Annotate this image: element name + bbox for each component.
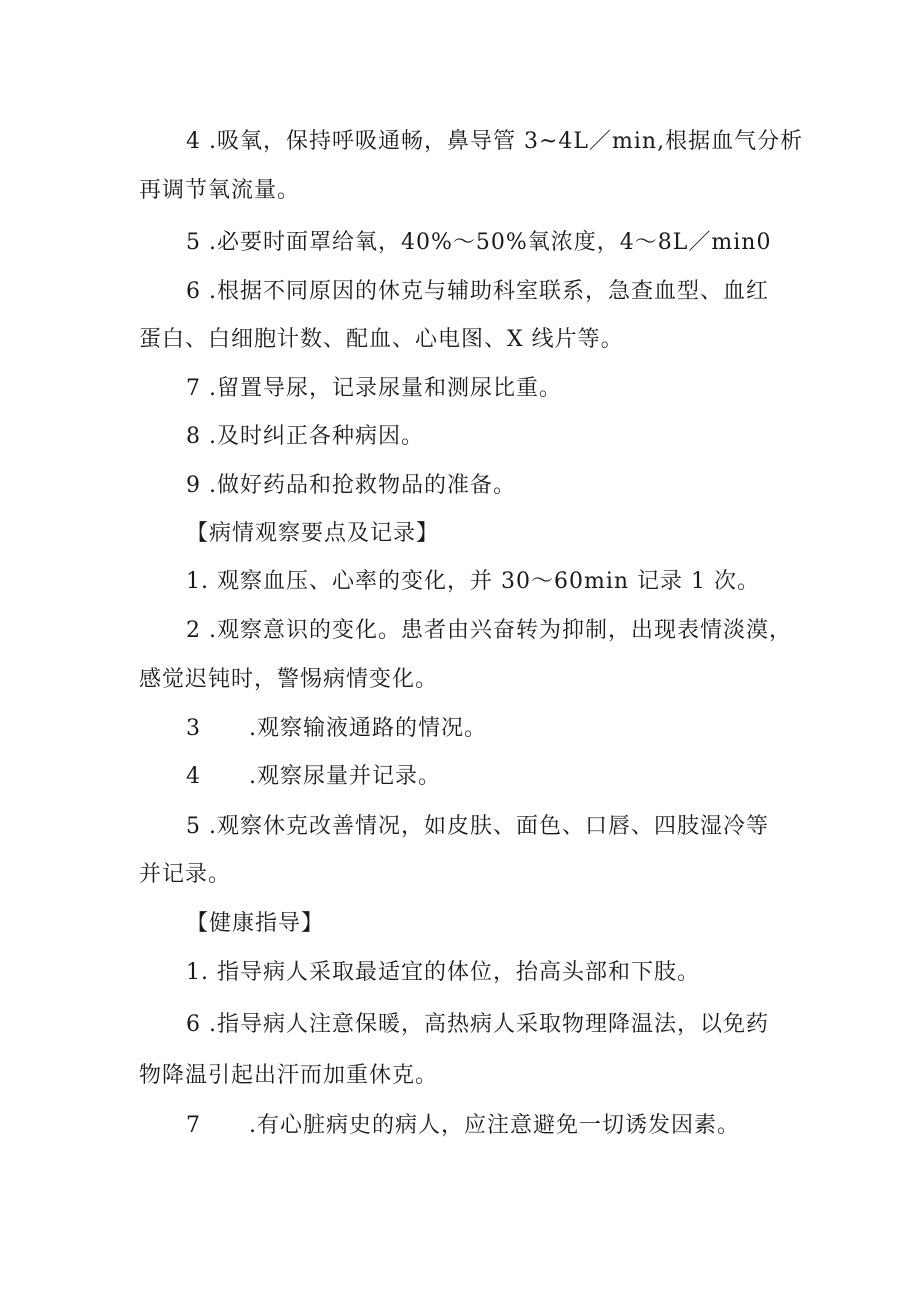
text-line: 6 .指导病人注意保暖，高热病人采取物理降温法，以免药 [186, 1012, 769, 1037]
text-line: 2 .观察意识的变化。患者由兴奋转为抑制，出现表情淡漠， [186, 618, 792, 643]
item-text: .有心脏病史的病人，应注意避免一切诱发因素。 [249, 1113, 740, 1138]
text-line [186, 762, 441, 792]
text-line: 8 .及时纠正各种病因。 [186, 424, 424, 449]
text-line: 7 .留置导尿，记录尿量和测尿比重。 [186, 376, 562, 401]
text-line: 再调节氧流量。 [139, 178, 301, 203]
item-text: .观察输液通路的情况。 [249, 716, 487, 741]
item-number: 4 [186, 764, 201, 789]
text-line: 蛋白、白细胞计数、配血、心电图、X 线片等。 [139, 327, 624, 352]
text-line: 并记录。 [139, 862, 232, 887]
text-line: 1. 指导病人采取最适宜的体位，抬高头部和下肢。 [186, 960, 700, 985]
text-line: 1. 观察血压、心率的变化，并 30～60min 记录 1 次。 [186, 569, 761, 594]
text-line: 5 .必要时面罩给氧，40%～50%氧浓度，4～8L／min0 [186, 230, 772, 255]
text-line: 物降温引起出汗而加重休克。 [139, 1063, 439, 1088]
item-number: 7 [186, 1113, 201, 1138]
item-number: 3 [186, 716, 201, 741]
text-line: 9 .做好药品和抢救物品的准备。 [186, 473, 516, 498]
text-line [186, 1111, 740, 1141]
text-line: 6 .根据不同原因的休克与辅助科室联系，急查血型、血红 [186, 279, 769, 304]
text-line: 4 .吸氧，保持呼吸通畅，鼻导管 3~4L／min,根据血气分析 [186, 129, 804, 154]
text-line: 感觉迟钝时，警惕病情变化。 [139, 667, 439, 692]
section-heading: 【病情观察要点及记录】 [186, 521, 440, 546]
text-line [186, 714, 487, 744]
text-line: 5 .观察休克改善情况，如皮肤、面色、口唇、四肢湿冷等 [186, 814, 769, 839]
item-text: .观察尿量并记录。 [249, 764, 441, 789]
section-heading: 【健康指导】 [186, 911, 325, 936]
